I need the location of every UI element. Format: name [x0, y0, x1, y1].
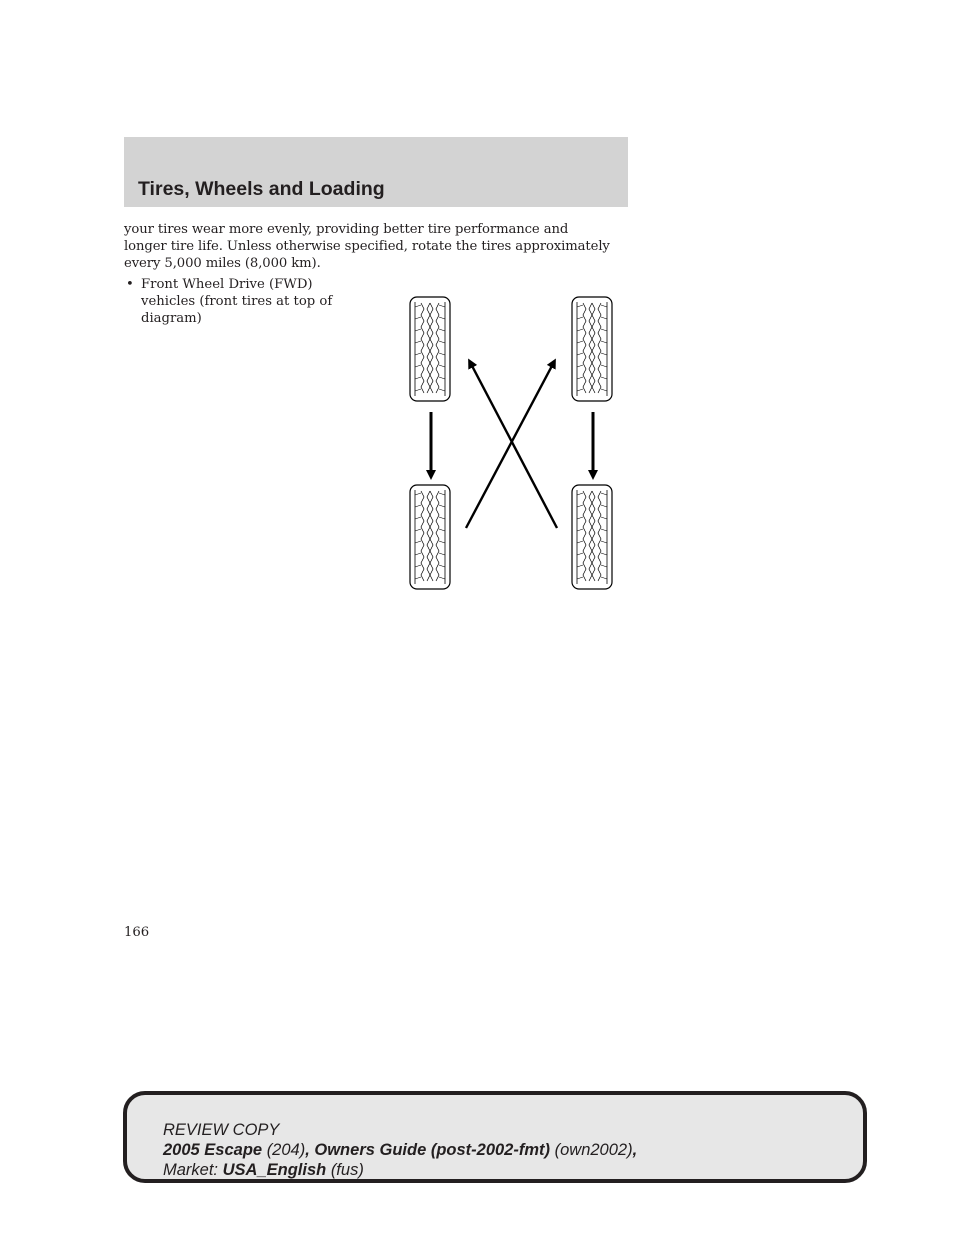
- section-header-band: [124, 137, 628, 207]
- bullet-line: diagram): [141, 311, 202, 326]
- footer-market-line: [163, 1160, 637, 1180]
- arrow-rear-left-to-front-right: [466, 362, 554, 528]
- footer-guide: Owners Guide (post-2002-fmt): [314, 1141, 551, 1159]
- footer-model-line: [163, 1140, 637, 1160]
- footer-market-code: (fus): [330, 1161, 364, 1179]
- footer-review-label: REVIEW COPY: [163, 1121, 280, 1139]
- body-line: every 5,000 miles (8,000 km).: [124, 256, 321, 271]
- bullet-line: Front Wheel Drive (FWD): [141, 277, 313, 292]
- body-paragraph: [124, 221, 628, 272]
- bullet-text: [141, 276, 332, 327]
- bullet-line: vehicles (front tires at top of: [141, 294, 333, 309]
- footer-separator: ,: [305, 1141, 315, 1159]
- footer-market: USA_English: [222, 1161, 327, 1179]
- footer-text: [163, 1120, 637, 1180]
- tire-tread-icon: [572, 485, 612, 589]
- body-line: longer tire life. Unless otherwise specified, rotate the tires approximately: [124, 239, 610, 254]
- tire-tread-icon: [572, 297, 612, 401]
- footer-model-code: (204): [266, 1141, 306, 1159]
- footer-market-label: Market:: [163, 1161, 223, 1179]
- footer-separator: ,: [632, 1141, 638, 1159]
- arrow-rear-right-to-front-left: [470, 362, 557, 528]
- page-number: 166: [124, 925, 150, 940]
- tire-tread-icon: [410, 297, 450, 401]
- footer-model: 2005 Escape: [163, 1141, 263, 1159]
- body-line: your tires wear more evenly, providing better tire performance and: [124, 222, 569, 237]
- footer-guide-code: (own2002): [554, 1141, 633, 1159]
- tire-rotation-diagram: [402, 290, 622, 596]
- review-copy-footer: [123, 1091, 867, 1183]
- section-title: Tires, Wheels and Loading: [138, 178, 385, 200]
- tire-tread-icon: [410, 485, 450, 589]
- bullet-marker: •: [126, 277, 134, 292]
